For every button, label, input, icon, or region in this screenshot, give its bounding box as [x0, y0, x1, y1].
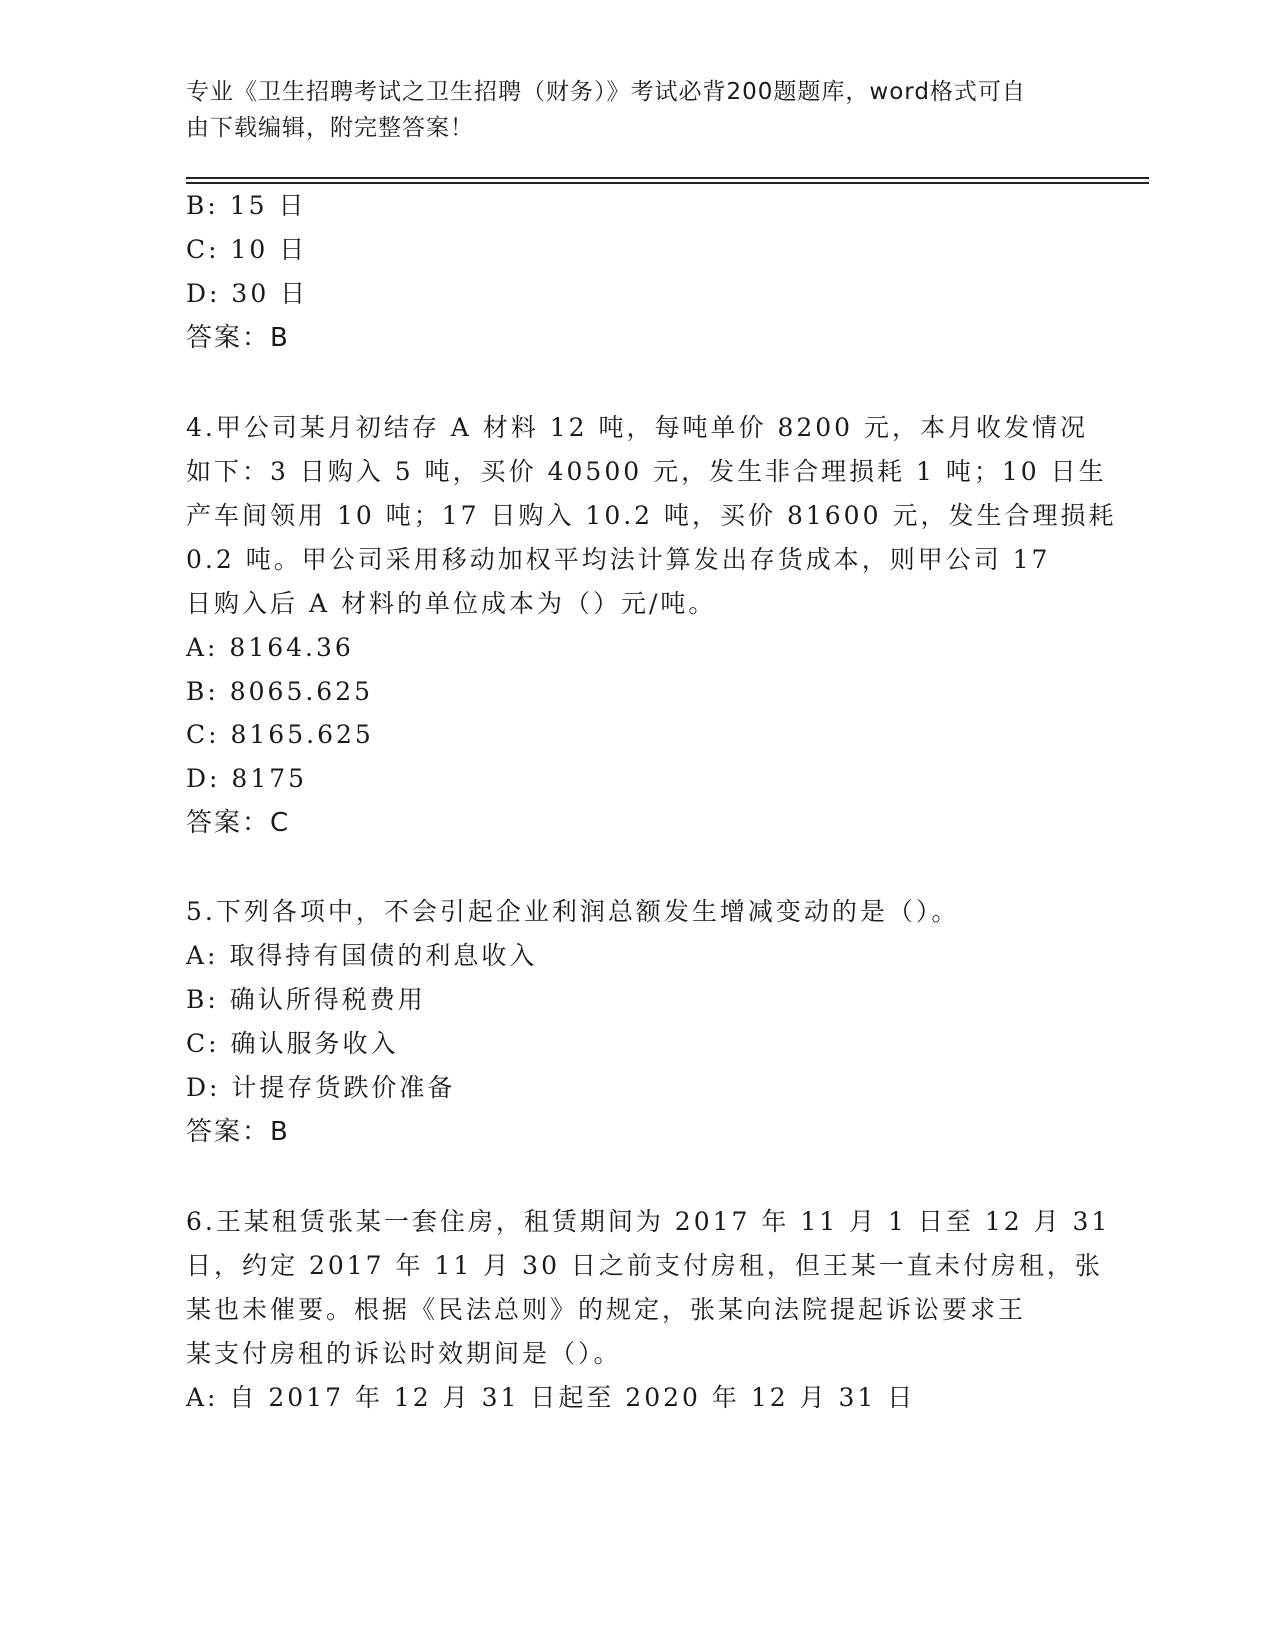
- q4-option-c: C: 8165.625: [186, 720, 374, 749]
- q4-stem-line-4: 0.2 吨。甲公司采用移动加权平均法计算发出存货成本，则甲公司 17: [186, 545, 1051, 574]
- q6-stem-line-1: 6.王某租赁张某一套住房，租赁期间为 2017 年 11 月 1 日至 12 月 31: [186, 1207, 1111, 1236]
- q3-option-c: C: 10 日: [186, 235, 308, 264]
- q3-answer: 答案：B: [186, 323, 290, 353]
- q5-option-d: D: 计提存货跌价准备: [186, 1073, 456, 1102]
- q3-option-d: D: 30 日: [186, 279, 309, 308]
- q5-option-c: C: 确认服务收入: [186, 1029, 399, 1058]
- q4-stem-line-1: 4.甲公司某月初结存 A 材料 12 吨，每吨单价 8200 元，本月收发情况: [186, 413, 1089, 442]
- q4-option-d: D: 8175: [186, 764, 308, 793]
- q4-option-a: A: 8164.36: [186, 633, 354, 662]
- header-line-2: 由下载编辑，附完整答案！: [186, 115, 474, 141]
- q6-stem-line-3: 某也未催要。根据《民法总则》的规定，张某向法院提起诉讼要求王: [186, 1295, 1027, 1324]
- q4-option-b: B: 8065.625: [186, 677, 374, 706]
- q6-stem-line-4: 某支付房租的诉讼时效期间是（）。: [186, 1339, 622, 1368]
- header-divider-bottom: [186, 182, 1149, 184]
- q6-stem-line-2: 日，约定 2017 年 11 月 30 日之前支付房租，但王某一直未付房租，张: [186, 1251, 1103, 1280]
- header-line-1: 专业《卫生招聘考试之卫生招聘（财务）》考试必背200题题库，word格式可自: [186, 79, 1026, 105]
- q5-answer: 答案：B: [186, 1117, 290, 1147]
- header-divider-top: [186, 177, 1149, 179]
- q5-stem: 5.下列各项中，不会引起企业利润总额发生增减变动的是（）。: [186, 897, 960, 926]
- q6-option-a: A: 自 2017 年 12 月 31 日起至 2020 年 12 月 31 日: [186, 1383, 916, 1412]
- q4-stem-line-5: 日购入后 A 材料的单位成本为（）元/吨。: [186, 589, 717, 618]
- q5-option-a: A: 取得持有国债的利息收入: [186, 941, 538, 970]
- q4-stem-line-2: 如下：3 日购入 5 吨，买价 40500 元，发生非合理损耗 1 吨；10 日生: [186, 457, 1107, 486]
- q4-stem-line-3: 产车间领用 10 吨；17 日购入 10.2 吨，买价 81600 元，发生合理损耗: [186, 501, 1117, 530]
- q5-option-b: B: 确认所得税费用: [186, 985, 426, 1014]
- document-header: [186, 74, 1066, 146]
- q4-answer: 答案：C: [186, 808, 291, 838]
- q3-option-b: B: 15 日: [186, 191, 307, 220]
